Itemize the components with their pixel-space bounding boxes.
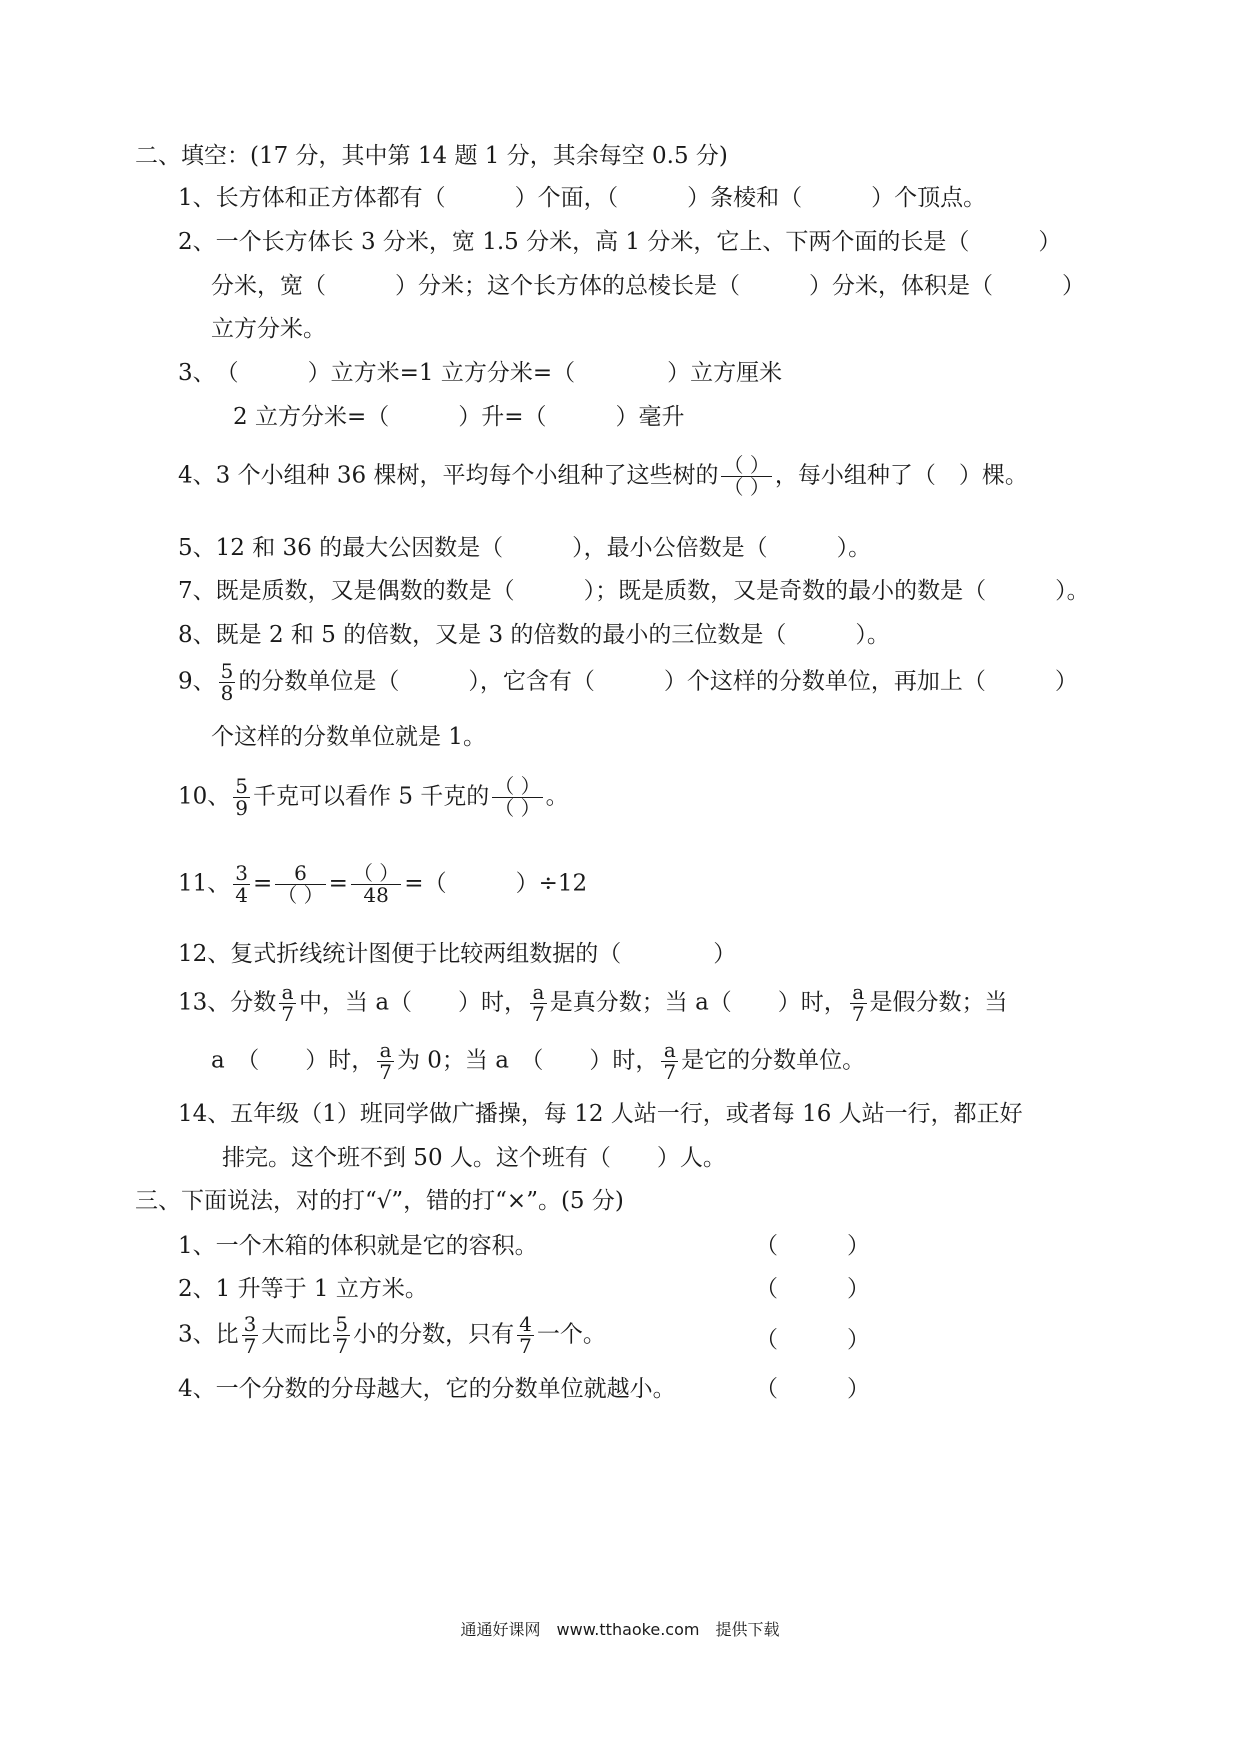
fraction-denominator: 7: [532, 1002, 545, 1026]
question-4-text: 4、3 个小组种 36 棵树，平均每个小组种了这些树的: [178, 462, 719, 489]
question-9-line2: 个这样的分数单位就是 1。: [211, 724, 486, 750]
fraction-denominator: （ ）: [494, 796, 541, 820]
fraction-numerator: a: [661, 1040, 678, 1062]
question-13-text: 是它的分数单位。: [681, 1047, 866, 1074]
question-3-line1: 3、 （ ）立方米=1 立方分米=（ ）立方厘米: [178, 360, 783, 386]
fraction-denominator: 48: [363, 883, 389, 907]
fraction-five-ninths: [233, 776, 250, 819]
judge-2: 2、1 升等于 1 立方米。: [178, 1276, 428, 1302]
fraction-numerator: a: [530, 982, 547, 1004]
answer-blank: （ ）: [755, 1233, 870, 1259]
question-14-line1: 14、五年级（1）班同学做广播操，每 12 人站一行，或者每 16 人站一行，都正好: [178, 1101, 1023, 1127]
question-11-tail: =（ ）÷12: [404, 870, 588, 897]
fraction-denominator: （ ）: [723, 475, 770, 499]
fraction-numerator: a: [279, 982, 296, 1004]
question-2-line3: 立方分米。: [211, 316, 326, 342]
fraction-blank: [492, 776, 542, 819]
fraction-a-over-7: [377, 1040, 394, 1083]
question-2-line2: 分米，宽（ ）分米；这个长方体的总棱长是（ ）分米，体积是（ ）: [211, 273, 1085, 299]
fraction-denominator: 7: [335, 1334, 349, 1358]
question-13-text: a （ ）时，: [211, 1047, 375, 1074]
question-9-line1: [178, 661, 1078, 704]
question-10-prefix: 10、: [178, 783, 231, 810]
question-8: 8、既是 2 和 5 的倍数，又是 3 的倍数的最小的三位数是（ ）。: [178, 622, 890, 648]
judge-3-text: 一个。: [536, 1321, 606, 1348]
question-1: 1、长方体和正方体都有（ ）个面，（ ）条棱和（ ）个顶点。: [178, 185, 987, 211]
fraction-numerator: 3: [235, 861, 249, 885]
question-2-line1: 2、一个长方体长 3 分米，宽 1.5 分米，高 1 分米，它上、下两个面的长是（ ）: [178, 229, 1062, 255]
fraction-numerator: （ ）: [352, 861, 400, 885]
judge-3-text: 大而比: [261, 1321, 331, 1348]
fraction-denominator: 9: [235, 796, 249, 820]
judge-4: 4、一个分数的分母越大，它的分数单位就越小。: [178, 1376, 676, 1402]
question-13-text: 是真分数；当 a（ ）时，: [549, 989, 847, 1016]
fraction-denominator: 7: [243, 1334, 257, 1358]
question-10-end: 。: [545, 783, 569, 810]
fraction-a-over-7: [850, 982, 867, 1025]
judge-1: 1、一个木箱的体积就是它的容积。: [178, 1233, 538, 1259]
judge-3-text: 3、比: [178, 1321, 239, 1348]
fraction-blank-over-48: [351, 863, 401, 906]
fraction-numerator: 5: [220, 659, 234, 683]
fraction-a-over-7: [279, 982, 296, 1025]
fraction-five-eighths: [219, 661, 236, 704]
fraction-numerator: （ ）: [494, 774, 541, 798]
question-9-text: 的分数单位是（ ），它含有（ ）个这样的分数单位，再加上（ ）: [238, 668, 1078, 695]
fraction-numerator: a: [850, 982, 867, 1004]
judge-3: [178, 1314, 606, 1357]
fraction-denominator: 8: [220, 681, 234, 705]
question-7: 7、既是质数，又是偶数的数是（ ）；既是质数，又是奇数的最小的数是（ ）。: [178, 578, 1090, 604]
fraction-denominator: 7: [851, 1002, 865, 1026]
equals-sign: =: [253, 870, 273, 897]
fraction-numerator: （ ）: [723, 453, 770, 477]
question-13-text: 13、分数: [178, 989, 277, 1016]
question-10: [178, 776, 569, 819]
equals-sign: =: [328, 870, 348, 897]
fraction-numerator: 6: [275, 863, 325, 885]
fraction-five-sevenths: [333, 1314, 350, 1357]
question-14-line2: 排完。这个班不到 50 人。这个班有（ ）人。: [222, 1145, 726, 1171]
fraction-blank: [721, 455, 771, 498]
question-13-text: 为 0；当 a （ ）时，: [396, 1047, 659, 1074]
fraction-denominator: 7: [519, 1334, 532, 1358]
question-4: [178, 455, 1028, 498]
section3-heading: 三、下面说法，对的打“√”，错的打“×”。(5 分): [135, 1188, 624, 1214]
fraction-numerator: a: [377, 1040, 394, 1062]
fraction-a-over-7: [661, 1040, 678, 1083]
question-11: [178, 863, 587, 906]
question-13-text: 中，当 a（ ）时，: [299, 989, 528, 1016]
fraction-denominator: 7: [663, 1060, 677, 1084]
fraction-numerator: 5: [335, 1312, 349, 1336]
fraction-numerator: 3: [243, 1312, 257, 1336]
fraction-four-sevenths: [517, 1314, 534, 1357]
fraction-a-over-7: [530, 982, 547, 1025]
fraction-denominator: 4: [235, 883, 249, 907]
fraction-six-over-blank: [275, 863, 325, 906]
question-5: 5、12 和 36 的最大公因数是（ ），最小公倍数是（ ）。: [178, 535, 872, 561]
section2-heading: 二、填空：(17 分，其中第 14 题 1 分，其余每空 0.5 分): [135, 143, 728, 169]
question-11-prefix: 11、: [178, 870, 231, 897]
fraction-denominator: 7: [379, 1060, 392, 1084]
answer-blank: （ ）: [755, 1276, 870, 1302]
question-13-line1: [178, 982, 1008, 1025]
footer-credit: 通通好课网 www.tthaoke.com 提供下载: [460, 1620, 780, 1639]
fraction-numerator: 4: [519, 1312, 532, 1336]
answer-blank: （ ）: [755, 1327, 870, 1353]
fraction-denominator: 7: [281, 1002, 295, 1026]
question-9-prefix: 9、: [178, 668, 216, 695]
question-13-line2: [211, 1040, 865, 1083]
question-12: 12、复式折线统计图便于比较两组数据的（ ）: [178, 941, 737, 967]
fraction-three-sevenths: [242, 1314, 259, 1357]
fraction-denominator: （ ）: [277, 883, 324, 907]
question-13-text: 是假分数；当: [869, 989, 1008, 1016]
question-3-line2: 2 立方分米=（ ）升=（ ）毫升: [233, 404, 685, 430]
question-4-tail: ，每小组种了（ ）棵。: [774, 462, 1028, 489]
fraction-numerator: 5: [235, 774, 249, 798]
question-10-text: 千克可以看作 5 千克的: [253, 783, 490, 810]
fraction-three-quarters: [233, 863, 250, 906]
answer-blank: （ ）: [755, 1376, 870, 1402]
judge-3-text: 小的分数，只有: [353, 1321, 515, 1348]
